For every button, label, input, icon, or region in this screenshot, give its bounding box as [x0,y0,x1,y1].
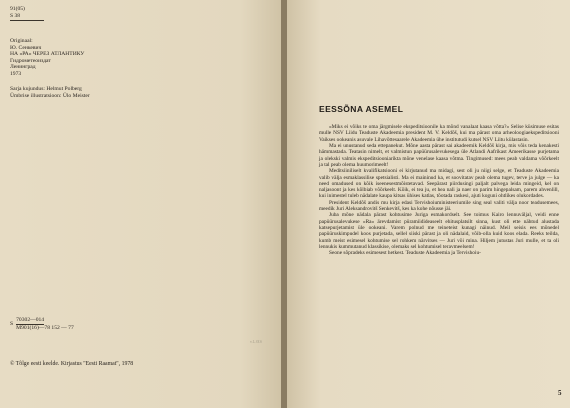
paragraph: Seone sõpradeks esimesest hetkest. Teaduste Akadeemia ja Tervishoiu- [329,250,481,257]
original-line: НА «РА» ЧЕРЕЗ АТЛАНТИКУ [10,51,85,58]
copyright: © Tõlge eesti keelde. Kirjastus "Eesti Raamat", 1978 [10,361,134,367]
catalog-line: S 38 [10,12,21,19]
index-line: 70302—014 [16,317,45,323]
original-line: Гидрометеоиздат [10,57,51,64]
catalog-line: 91(05) [10,6,25,12]
original-line: 1973 [10,70,22,77]
paragraph: «Miks ei võiks te oma järgmisele ekspeditsioonile ka mõnd vanalaat kaasa võtta?» Selise küsimuse esitas mulle NSV Liidu Teaduste Akadeemia president M. V. Keldõš, kui ma pärast oma arheoloogiaekspeditsiooni Vaikses ookeanis asuvale Lihavõttesaarele Akadeemia ühe institutudi kutsel NSV Liitu külastasin. [319,124,559,143]
paragraph: Meditsiiniliselt kvalifikatsiooni ei kirjutanud ma midagi, sest oli ju niigi selge, et Teaduste Akadeemia valib välja esmaklassilise spetsialisti. Ma ei maininud ka, et soovitatav peab olema tugev, terve ja julge — ka need omadused on kõik iseenesestmõistetavad. Seepärast piirdusingi paljalt palvega leida mingeid, kel on naljasoont ja kes kõlbiab võõrkeelt. Kõik, ei tea ju, et hea nali ja naer on parim hingepalsam, parem ahvenlill, kui inimestel tuleb nädalate kaupa kitsas ühises katlas, tõotada raskesi, ajuti koguni ohtlikes olukordades. [319,168,559,200]
credit-line: Sarja kujundus: Helmut Polberg [10,86,82,92]
catalog-block [10,6,44,23]
stamp-mark: v.L.ŒS [250,339,262,344]
paragraph: President Keldõš andis mu kirja edasi Tervishoiuministeeriumile sing seal valiti välja noor teadusemees, meedik Juri Aleksandrovitš Senkevitš, kes ka kohe nõusse jäi. [319,199,559,213]
original-info [10,38,84,78]
left-page [0,0,283,408]
original-label: Originaal: [10,38,33,44]
page-number: 5 [558,389,562,397]
paragraph: Juba mõne nädala pärast kohtusime Juriga esmakordselt. See toimus Kairo lennuväljal, veidi enne papüürusalevukese «Ra» ärevdamist püramiidideaseelt ehitusplatsilt sinna, kust oli ette nähtud alustada katsepurjetamist üle ookeani. Varem polnud me teineteist kunagi näinud. Meil seisis ees mõnedel papüüruskimpudel koos purjetada, sellel siiski pärast ja oli nädalaid, võib-olla kuid koos elada. Reeks teilda, kumb meist esimesel kohtumise sel rohkem närvitses — Juri või mina. Hiljem jutustas Juri mulle, et ta oli lennukis kummutanud klassikise, olemaks sel kohtumisel teravmeelsem! [319,212,559,250]
original-line: Ленинград [10,64,36,71]
divider [10,20,44,21]
chapter-title: EESSÕNA ASEMEL [319,104,404,114]
credit-line: Ümbrise illustratsioon: Ülo Meister [10,92,90,99]
catalog-index [10,317,240,331]
credits [10,86,90,99]
body-text [319,124,559,257]
original-line: Ю. Сенкевич [10,44,42,51]
index-line: M901(16)—78 152 — 77 [16,324,74,331]
paragraph: Ma ei unustanud seda ettepanekut. Mõne aasta pärast sai akadeemik Keldõš kirja, mis võis teda kenakesti hämmastada. Teatasin nimelt, et valmistun papüürusalevukesega üle Atlandi Aafrikast Ameerikasse purjetama ja olekski valmis ekspeditsiooniarikta mõne venelase kaasa võtma. Tingimused: mees peab valdama võõrkeelt ja tal peab olema huumorimeelt! [319,142,559,168]
index-prefix: S [10,320,14,327]
